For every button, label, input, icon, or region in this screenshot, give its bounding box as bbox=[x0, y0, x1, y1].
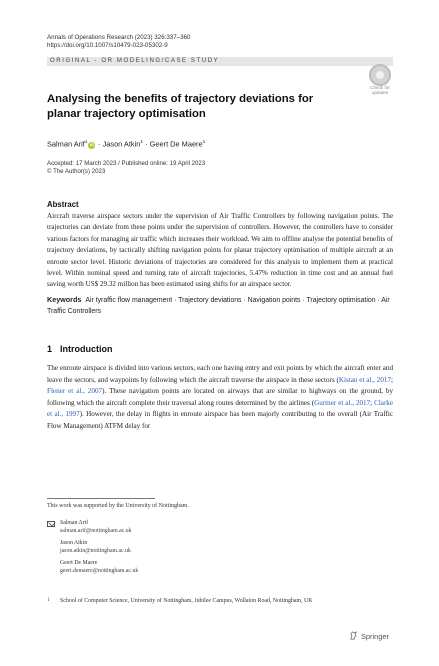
contact-name: Geert De Maere bbox=[60, 560, 98, 566]
accepted-published-dates: Accepted: 17 March 2023 / Published online: 19 April 2023 bbox=[47, 160, 206, 167]
funding-note: This work was supported by the University of Nottingham. bbox=[47, 503, 189, 509]
crossmark-icon bbox=[369, 64, 391, 86]
intro-text: ; bbox=[391, 375, 393, 384]
author-name[interactable]: Geert De Maere bbox=[149, 139, 203, 149]
citation-link[interactable]: Kistan et al., 2017 bbox=[338, 375, 391, 384]
contact-entry bbox=[60, 560, 138, 575]
footnote-divider bbox=[47, 498, 155, 499]
abstract-heading: Abstract bbox=[47, 200, 79, 209]
author-separator: · bbox=[145, 139, 148, 149]
article-type-bar bbox=[47, 57, 393, 66]
intro-text: ). However, the delay in flights in enroute airspace has been majorly contributing to the overall (Air Traffic Flow Management) ATFM delay for bbox=[47, 410, 393, 430]
contact-entry bbox=[60, 520, 132, 535]
contact-email[interactable]: jason.atkin@nottingham.ac.uk bbox=[60, 547, 131, 554]
keywords bbox=[47, 295, 393, 317]
springer-horse-icon bbox=[349, 631, 358, 640]
section-title: Introduction bbox=[60, 344, 113, 354]
check-for-updates-badge[interactable] bbox=[364, 64, 396, 96]
keywords-list: Air tyraffic flow management · Trajectory deviations · Navigation points · Trajectory optimisation · Air Traffic Controllers bbox=[47, 297, 390, 315]
copyright-line: © The Author(s) 2023 bbox=[47, 168, 106, 175]
intro-text: ; bbox=[370, 398, 375, 407]
affiliation-text: School of Computer Science, University of Nottingham, Jubilee Campus, Wollaton Road, Nottingham, UK bbox=[60, 598, 313, 604]
journal-header bbox=[47, 34, 190, 50]
paper-title: Analysing the benefits of trajectory deviations for planar trajectory optimisation bbox=[47, 93, 314, 120]
contact-entry bbox=[60, 540, 131, 555]
publication-dates bbox=[47, 160, 205, 176]
article-type: ORIGINAL - OR MODELING/CASE STUDY bbox=[50, 58, 220, 64]
crossmark-label-line2: updates bbox=[371, 90, 389, 96]
author-separator: · bbox=[98, 139, 101, 149]
author-name[interactable]: Jason Atkin bbox=[102, 139, 141, 149]
section-number: 1 bbox=[47, 344, 53, 354]
author-affiliation-mark: 1 bbox=[84, 140, 88, 145]
publisher-logo bbox=[349, 631, 389, 641]
citation-link[interactable]: Gurtner et al., 2017 bbox=[314, 398, 371, 407]
contact-email[interactable]: salman.arif@nottingham.ac.uk bbox=[60, 527, 132, 534]
keywords-label: Keywords bbox=[47, 295, 82, 304]
affiliation-number: 1 bbox=[47, 598, 50, 603]
journal-citation: Annals of Operations Research (2023) 326:337–360 bbox=[47, 34, 191, 41]
contact-email[interactable]: geert.demaere@nottingham.ac.uk bbox=[60, 567, 139, 574]
introduction-paragraph bbox=[47, 363, 393, 433]
contact-name: Salman Arif bbox=[60, 520, 89, 526]
publisher-name: Springer bbox=[361, 632, 389, 641]
author-affiliation-mark: 1 bbox=[140, 140, 144, 145]
doi-link[interactable]: https://doi.org/10.1007/s10479-023-05302-9 bbox=[47, 42, 168, 49]
section-heading-introduction bbox=[47, 344, 113, 354]
citation-link[interactable]: Flener et al., 2007 bbox=[47, 387, 103, 396]
envelope-icon bbox=[47, 521, 55, 527]
author-list bbox=[47, 138, 205, 149]
intro-text: ). These navigation points are located on airways that are similar to highways on the ground, by following which the aircraft complete their traversal along routes determined by the airlines ( bbox=[47, 387, 393, 407]
contact-name: Jason Atkin bbox=[60, 540, 88, 546]
citation-link[interactable]: Clarke et al., 1997 bbox=[47, 398, 394, 419]
abstract-text: Aircraft traverse airspace sectors under the supervision of Air Traffic Controllers by following navigation points. The trajectories can deviate from these points under the supervision of controllers. However, the controllers have to consider various factors for managing air traffic which increases their workload. We aim to offline analyse the potential benefits of trajectory deviations, by tactically shifting navigation points for planar trajectory optimisation of multiple aircraft at an enroute sector level. Historic deviations of trajectories are considered for this analysis to implement them at practical level. Within nominal speed and turning rate of aircraft trajectories, 5.47% reduction in time cost and an annual fuel saving worth US$ 29.32 million has been estimated using shifts for an airspace sector. bbox=[47, 212, 393, 289]
crossmark-label-line1: Check for bbox=[370, 85, 390, 90]
author-affiliation-mark: 1 bbox=[202, 140, 206, 145]
orcid-icon[interactable]: iD bbox=[89, 142, 94, 148]
intro-text: The enroute airspace is divided into various sectors, each one having entry and exit points by which the aircraft enter and leave the sectors, and waypoints by following which the aircraft traverse the airspace in these sectors ( bbox=[47, 364, 393, 384]
author-name[interactable]: Salman Arif bbox=[47, 139, 85, 149]
